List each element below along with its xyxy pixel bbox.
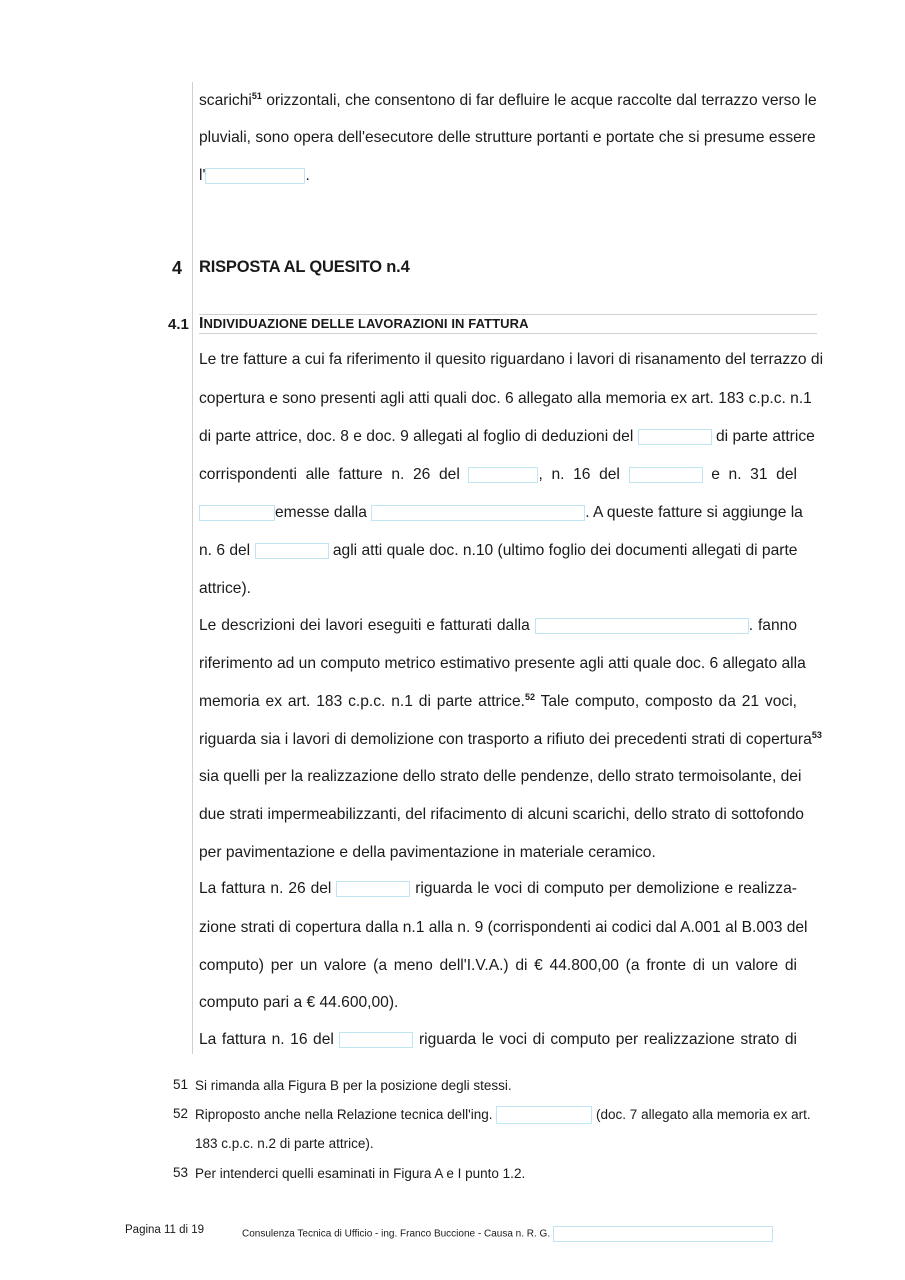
footnote-text: 183 c.p.c. n.2 di parte attrice). [195,1136,374,1151]
body-line: Le descrizioni dei lavori eseguiti e fatturati dalla . fanno [199,617,797,634]
subsection-rule-bottom [199,333,817,334]
body-line: emesse dalla . A queste fatture si aggiunge la [199,503,797,523]
body-line: per pavimentazione e della pavimentazione in materiale ceramico. [199,844,656,861]
body-line: corrispondenti alle fatture n. 26 del , n. 16 del e n. 31 del [199,466,797,483]
redacted-box [336,881,410,897]
footnote-number: 53 [173,1165,189,1180]
body-line: La fattura n. 16 del riguarda le voci di computo per realizzazione strato di [199,1031,797,1048]
body-line: computo pari a € 44.600,00). [199,994,399,1011]
redacted-box [638,429,712,445]
body-line: memoria ex art. 183 c.p.c. n.1 di parte attrice.$^{52}$ Tale computo, composto da 21 voci, [199,692,797,710]
redacted-box [496,1106,592,1124]
redacted-box [629,467,703,483]
body-line: l' . [199,167,310,184]
subsection-number: 4.1 [168,316,189,333]
body-line: Le tre fatture a cui fa riferimento il quesito riguardano i lavori di risanamento del terrazzo di [199,351,824,368]
footnote-text: Si rimanda alla Figura B per la posizione degli stessi. [195,1078,512,1093]
redacted-box [468,467,538,483]
section-number: 4 [172,258,183,278]
redacted-box [371,505,585,521]
body-line: due strati impermeabilizzanti, del rifacimento di alcuni scarichi, dello strato di sottofondo [199,806,804,823]
redacted-box [205,168,305,184]
section-title: RISPOSTA AL QUESITO n.4 [199,258,410,276]
footer-text: Consulenza Tecnica di Ufficio - ing. Franco Buccione - Causa n. R. G. [242,1226,773,1242]
body-line: zione strati di copertura dalla n.1 alla n. 9 (corrispondenti ai codici dal A.001 al B.003 del [199,919,808,936]
body-line: La fattura n. 26 del riguarda le voci di computo per demolizione e realizza- [199,880,797,897]
footnote-number: 52 [173,1106,189,1121]
redacted-box [553,1226,773,1242]
redacted-box [255,543,329,559]
body-line: n. 6 del agli atti quale doc. n.10 (ultimo foglio dei documenti allegati di parte [199,542,798,559]
body-line: attrice). [199,580,251,597]
body-line: sia quelli per la realizzazione dello strato delle pendenze, dello strato termoisolante, dei [199,768,802,785]
footnote-text: Riproposto anche nella Relazione tecnica dell'ing. (doc. 7 allegato alla memoria ex art. [195,1106,811,1124]
body-line: pluviali, sono opera dell'esecutore delle strutture portanti e portate che si presume essere [199,129,816,146]
margin-rule [192,82,193,1054]
subsection-title: INDIVIDUAZIONE DELLE LAVORAZIONI IN FATTURA [199,315,529,332]
footnote-number: 51 [173,1077,189,1092]
redacted-box [535,618,749,634]
body-line: riguarda sia i lavori di demolizione con trasporto a rifiuto dei precedenti strati di copertura$^{53}$ [199,730,822,748]
page-number: Pagina 11 di 19 [125,1224,205,1236]
redacted-box [199,505,275,521]
body-line: scarichi$^{51}$ orizzontali, che consentono di far defluire le acque raccolte dal terrazzo verso le [199,91,817,109]
body-line: riferimento ad un computo metrico estimativo presente agli atti quale doc. 6 allegato alla [199,655,806,672]
body-line: computo) per un valore (a meno dell'I.V.A.) di € 44.800,00 (a fronte di un valore di [199,957,797,974]
footnote-text: Per intenderci quelli esaminati in Figura A e I punto 1.2. [195,1166,526,1181]
body-line: copertura e sono presenti agli atti quali doc. 6 allegato alla memoria ex art. 183 c.p.c. n.1 [199,390,812,407]
body-line: di parte attrice, doc. 8 e doc. 9 allegati al foglio di deduzioni del di parte attrice [199,428,815,445]
redacted-box [339,1032,413,1048]
